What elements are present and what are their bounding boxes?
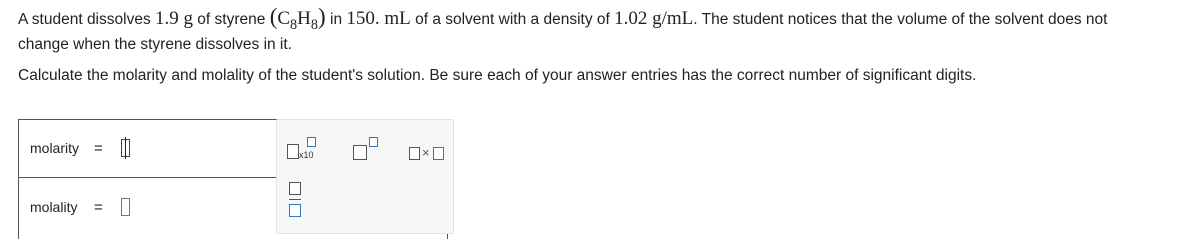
question-text: of a solvent with a density of	[410, 11, 615, 28]
molality-input[interactable]	[121, 198, 130, 216]
formula-paren-open: (	[269, 4, 278, 29]
formula	[277, 8, 319, 33]
scientific-notation-button[interactable]	[287, 137, 327, 161]
formula-hydrogen: H	[297, 8, 311, 29]
fraction-bar-icon	[289, 199, 301, 200]
formula-carbon-subscript: 8	[290, 16, 298, 33]
math-toolbar	[276, 119, 454, 234]
molality-equals: =	[94, 199, 103, 216]
molarity-input[interactable]	[121, 139, 130, 157]
question-line-1	[18, 4, 1107, 34]
denominator-box-icon	[289, 204, 301, 217]
molarity-label: molarity	[30, 140, 80, 156]
times-icon: ×	[422, 145, 430, 160]
question-line-2: change when the styrene dissolves in it.	[18, 36, 292, 53]
numerator-box-icon	[289, 182, 301, 195]
molarity-equals: =	[94, 140, 103, 157]
mass-value: 1.9 g	[155, 8, 193, 29]
question-text: . The student notices that the volume of the solvent does not	[693, 11, 1108, 28]
formula-hydrogen-subscript: 8	[310, 16, 319, 33]
x10-label: x10	[299, 150, 314, 160]
multiply-button[interactable]	[409, 145, 451, 161]
left-box-icon	[409, 147, 420, 160]
question-text: of styrene	[193, 11, 270, 28]
exponent-box-icon	[307, 137, 316, 147]
right-box-icon	[433, 147, 444, 160]
volume-value: 150. mL	[346, 8, 411, 29]
question-text: in	[325, 11, 347, 28]
molality-label: molality	[30, 199, 78, 215]
fraction-button[interactable]	[289, 182, 303, 222]
formula-paren-close: )	[318, 4, 326, 29]
question-text: A student dissolves	[18, 11, 155, 28]
formula-carbon: C	[277, 8, 291, 29]
superscript-button[interactable]	[353, 137, 383, 161]
question-instruction: Calculate the molarity and molality of the student's solution. Be sure each of your answer entries has the correct number of significant digits.	[18, 67, 977, 84]
base-box-icon	[353, 145, 367, 160]
exponent-box-icon	[369, 137, 378, 147]
density-value: 1.02 g/mL	[614, 8, 694, 29]
base-box-icon	[287, 144, 299, 159]
